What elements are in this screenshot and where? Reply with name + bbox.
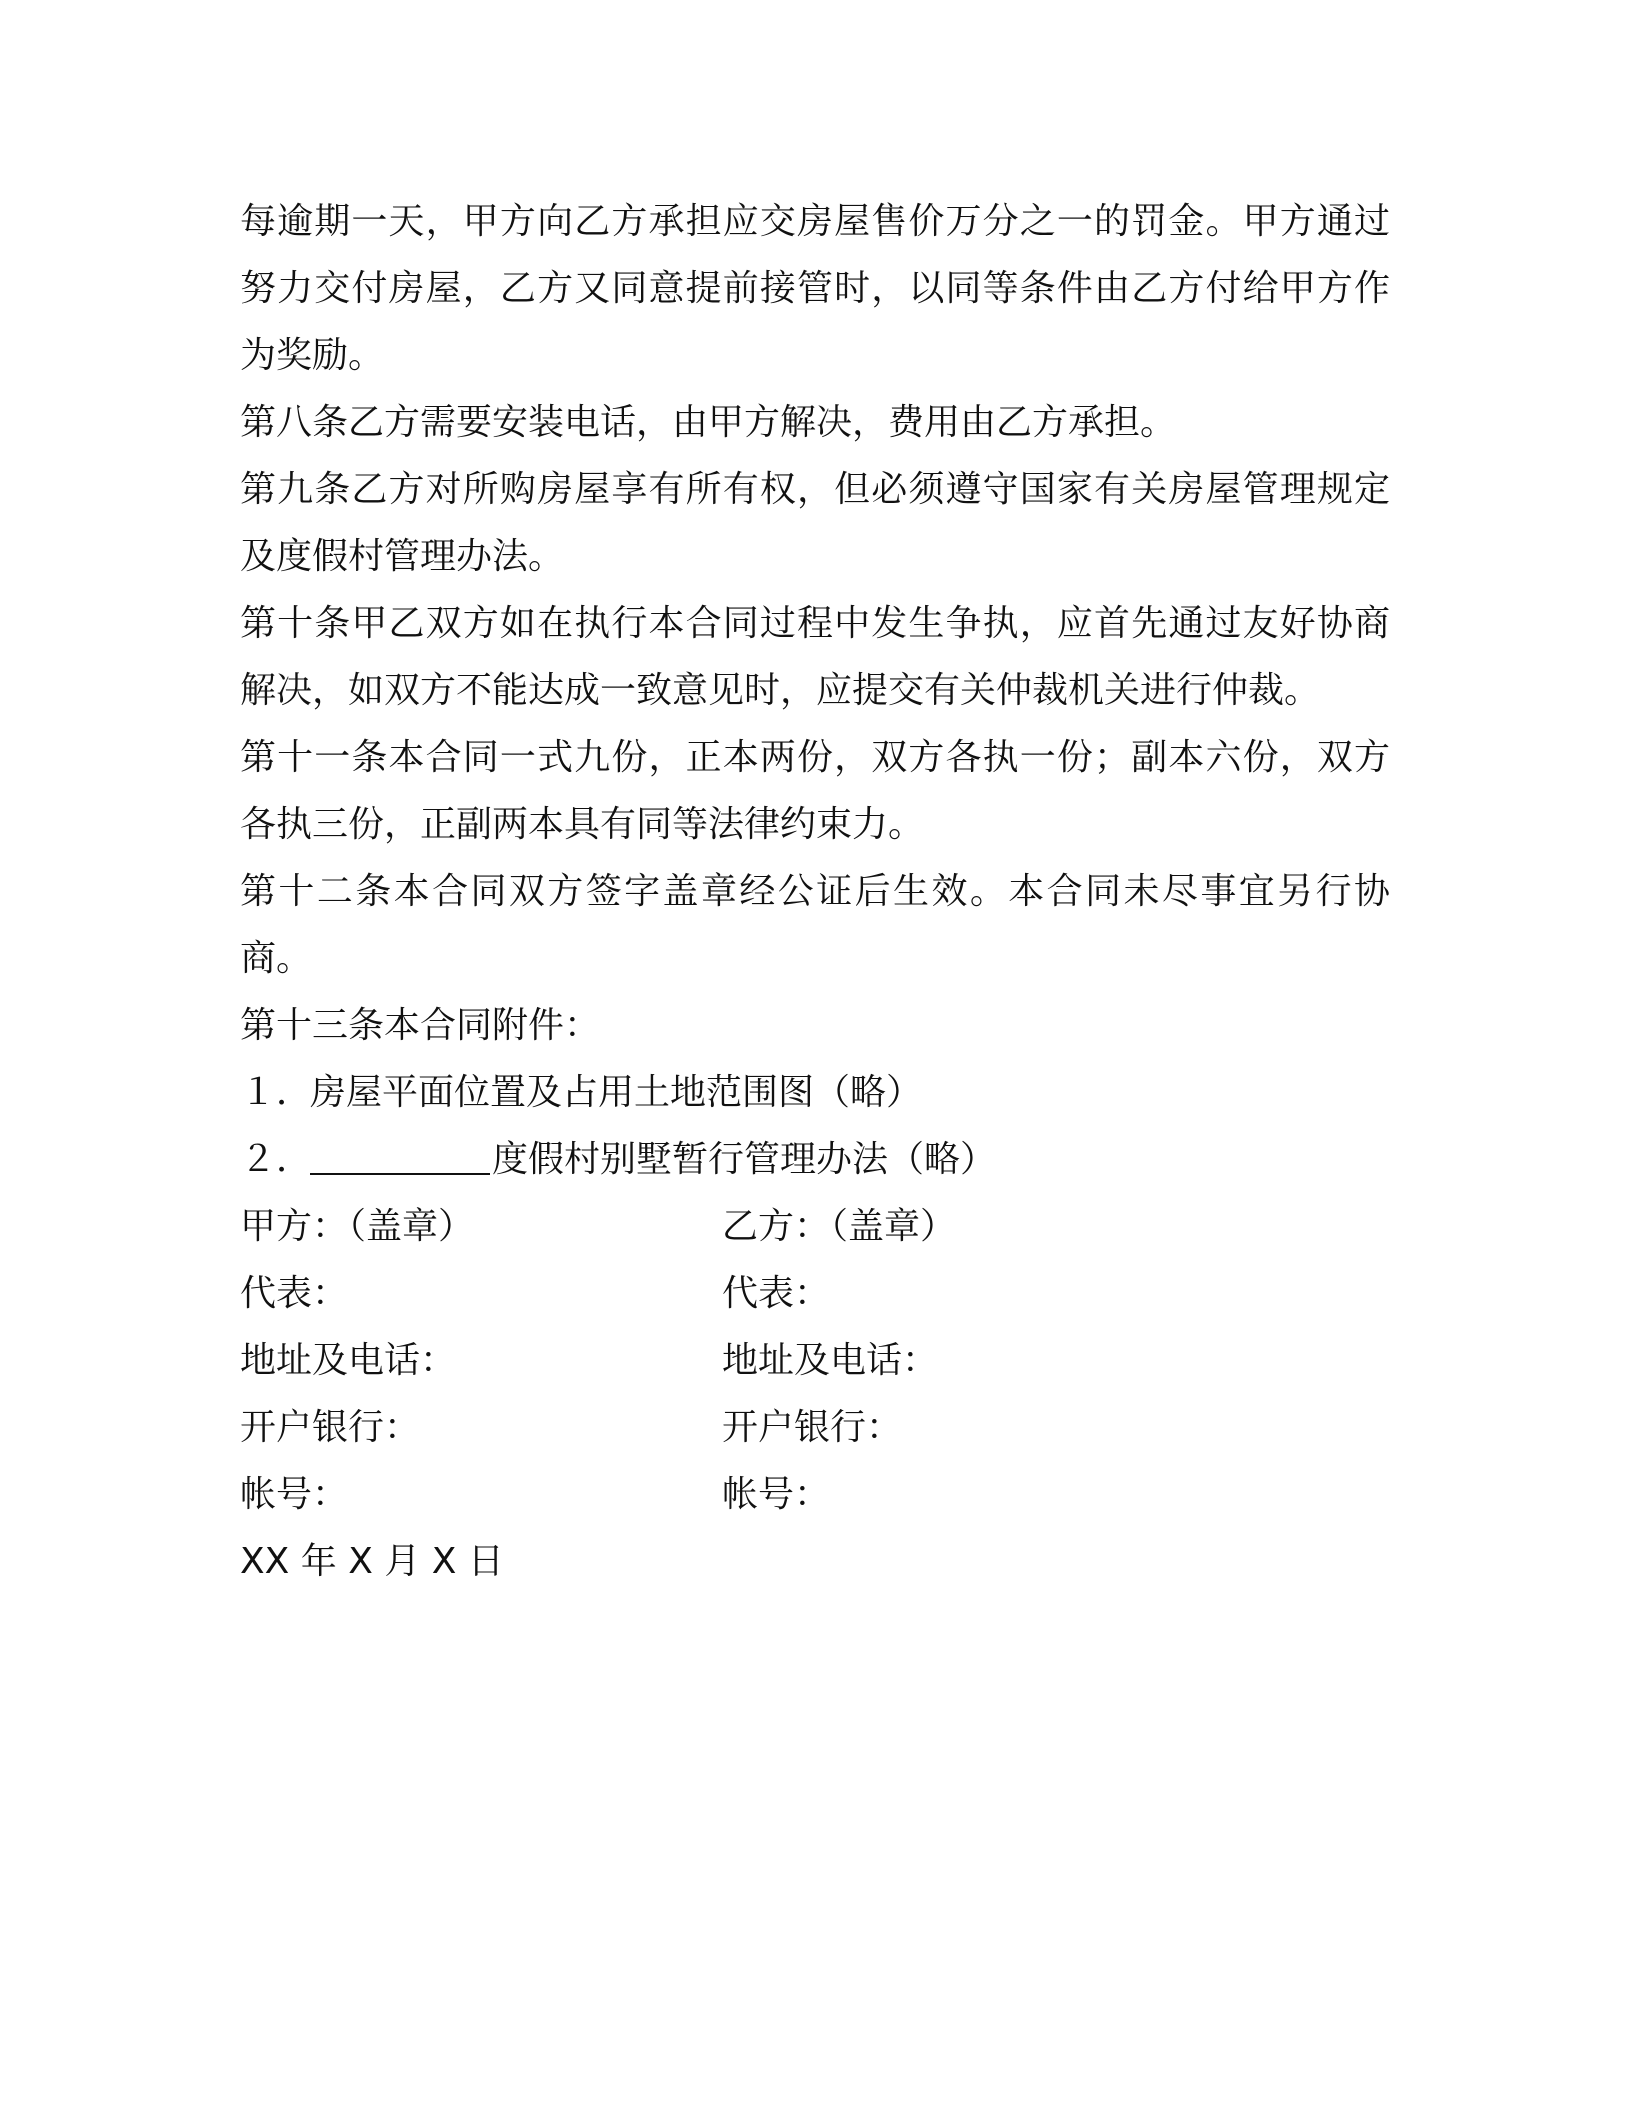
fill-in-blank bbox=[310, 1137, 490, 1175]
paragraph-article-12: 第十二条本合同双方签字盖章经公证后生效。本合同未尽事宜另行协商。 bbox=[240, 871, 1390, 979]
paragraph-article-13: 第十三条本合同附件： bbox=[240, 1005, 601, 1046]
party-a-account: 帐号： bbox=[240, 1474, 349, 1515]
party-b-seal: 乙方：（盖章） bbox=[722, 1206, 957, 1247]
party-a-representative: 代表： bbox=[240, 1273, 349, 1314]
party-b-representative: 代表： bbox=[722, 1273, 831, 1314]
attachment-text: 房屋平面位置及占用土地范围图（略） bbox=[310, 1072, 923, 1113]
attachment-number: １． bbox=[240, 1072, 313, 1113]
party-a-bank: 开户银行： bbox=[240, 1407, 421, 1448]
paragraph-penalty: 每逾期一天，甲方向乙方承担应交房屋售价万分之一的罚金。甲方通过努力交付房屋，乙方又同意提前接管时，以同等条件由乙方付给甲方作为奖励。 bbox=[240, 201, 1390, 376]
paragraph-article-10: 第十条甲乙双方如在执行本合同过程中发生争执，应首先通过友好协商解决，如双方不能达成一致意见时，应提交有关仲裁机关进行仲裁。 bbox=[240, 603, 1390, 711]
party-b-address-phone: 地址及电话： bbox=[722, 1340, 939, 1381]
signature-row-seal bbox=[240, 1193, 1390, 1260]
attachment-item bbox=[240, 1126, 1390, 1193]
attachment-item bbox=[240, 1059, 1390, 1126]
party-a-seal: 甲方：（盖章） bbox=[240, 1206, 475, 1247]
paragraph-article-9: 第九条乙方对所购房屋享有所有权，但必须遵守国家有关房屋管理规定及度假村管理办法。 bbox=[240, 469, 1390, 577]
party-b-account: 帐号： bbox=[722, 1474, 831, 1515]
signature-row-representative bbox=[240, 1260, 1390, 1327]
signature-row-account bbox=[240, 1461, 1390, 1528]
party-a-address-phone: 地址及电话： bbox=[240, 1340, 457, 1381]
paragraph-article-8: 第八条乙方需要安装电话，由甲方解决，费用由乙方承担。 bbox=[240, 402, 1177, 443]
party-b-bank: 开户银行： bbox=[722, 1407, 903, 1448]
signature-row-bank bbox=[240, 1394, 1390, 1461]
signing-date: XX 年 X 月 X 日 bbox=[240, 1541, 504, 1582]
signature-row-address bbox=[240, 1327, 1390, 1394]
attachment-text: 度假村别墅暂行管理办法（略） bbox=[492, 1139, 997, 1180]
document-body bbox=[240, 188, 1390, 1595]
paragraph-article-11: 第十一条本合同一式九份，正本两份，双方各执一份；副本六份，双方各执三份，正副两本具有同等法律约束力。 bbox=[240, 737, 1390, 845]
attachment-number: ２． bbox=[240, 1139, 313, 1180]
